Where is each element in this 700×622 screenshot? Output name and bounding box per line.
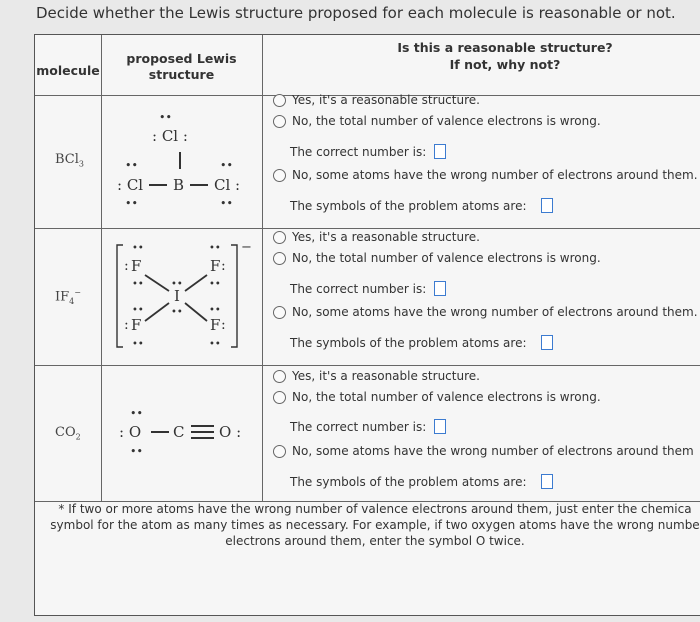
lone-pair: ••: [125, 159, 138, 172]
left-bracket: [117, 245, 123, 347]
atom-o-right: O :: [219, 423, 242, 441]
footnote-line: symbol for the atom as many times as necessary. For example, if two oxygen atoms have the wrong numbe: [50, 518, 700, 532]
bond: [185, 303, 207, 321]
row-divider: [35, 228, 700, 229]
lone-pair: ••: [130, 407, 143, 420]
radio-button[interactable]: [273, 115, 286, 128]
lewis-structure-co2: [111, 405, 261, 465]
option-wrong-atoms[interactable]: No, some atoms have the wrong number of electrons around them: [273, 444, 694, 458]
lone-pair: ••: [132, 305, 144, 316]
bond: [145, 303, 169, 321]
atom-o-left: : O: [119, 423, 142, 441]
lone-pair: :: [221, 317, 226, 333]
question-prompt: Decide whether the Lewis structure proposed for each molecule is reasonable or not.: [36, 4, 676, 22]
row-divider: [35, 365, 700, 366]
lone-pair: ••: [220, 159, 233, 172]
bond: [185, 275, 207, 291]
correct-number-input[interactable]: [434, 144, 446, 159]
atom-f: F: [210, 257, 221, 275]
option-yes-reasonable[interactable]: Yes, it's a reasonable structure.: [273, 230, 480, 244]
correct-number-row: The correct number is:: [290, 419, 446, 434]
lone-pair: ••: [130, 445, 143, 458]
lone-pair: :: [124, 317, 129, 333]
problem-atoms-row: The symbols of the problem atoms are:: [290, 198, 553, 213]
lone-pair: ••: [125, 197, 138, 210]
problem-atoms-input[interactable]: [541, 335, 553, 350]
lone-pair: ••: [159, 111, 172, 124]
correct-number-row: The correct number is:: [290, 281, 446, 296]
header-question-line1: Is this a reasonable structure?: [397, 40, 613, 55]
molecule-co2: $CO_2$: [55, 425, 81, 442]
header-question-line2: If not, why not?: [449, 57, 561, 72]
correct-number-input[interactable]: [434, 419, 446, 434]
radio-button[interactable]: [273, 445, 286, 458]
atom-cl-right: Cl :: [214, 176, 241, 194]
header-proposed-line1: proposed Lewis: [126, 51, 237, 66]
lone-pair: ••: [220, 197, 233, 210]
lone-pair: ••: [171, 279, 183, 290]
lone-pair: ••: [209, 305, 221, 316]
footnote-line: * If two or more atoms have the wrong number of valence electrons around them, just enter the chemica: [58, 502, 692, 516]
lone-pair: ••: [132, 339, 144, 350]
lone-pair: ••: [171, 307, 183, 318]
lewis-structure-if4: [111, 237, 261, 357]
atom-i: I: [174, 287, 180, 305]
bond: [145, 275, 169, 291]
option-yes-reasonable[interactable]: Yes, it's a reasonable structure.: [273, 369, 480, 383]
radio-button[interactable]: [273, 306, 286, 319]
lewis-table: [34, 34, 700, 616]
right-bracket: [231, 245, 237, 347]
correct-number-row: The correct number is:: [290, 144, 446, 159]
problem-atoms-input[interactable]: [541, 474, 553, 489]
correct-number-input[interactable]: [434, 281, 446, 296]
option-wrong-valence[interactable]: No, the total number of valence electrons is wrong.: [273, 390, 601, 404]
atom-f: F: [210, 316, 221, 334]
lone-pair: ••: [132, 243, 144, 254]
molecule-if4-minus: $IF_4^-$: [55, 288, 81, 306]
lone-pair: ••: [132, 279, 144, 290]
atom-b: B: [173, 176, 185, 194]
atom-cl-left: : Cl: [117, 176, 144, 194]
option-wrong-atoms[interactable]: No, some atoms have the wrong number of electrons around them.: [273, 305, 698, 319]
lone-pair: ••: [209, 339, 221, 350]
radio-button[interactable]: [273, 169, 286, 182]
charge-sign: −: [241, 240, 252, 255]
footnote-line: electrons around them, enter the symbol O twice.: [225, 534, 525, 548]
radio-button[interactable]: [273, 94, 286, 107]
option-wrong-valence[interactable]: No, the total number of valence electrons is wrong.: [273, 114, 601, 128]
radio-button[interactable]: [273, 231, 286, 244]
header-molecule: molecule: [36, 63, 100, 78]
problem-atoms-row: The symbols of the problem atoms are:: [290, 474, 553, 489]
atom-f: F: [131, 316, 142, 334]
atom-cl-top: : Cl :: [152, 127, 188, 145]
lone-pair: :: [221, 258, 226, 274]
lewis-structure-bcl3: [111, 107, 261, 217]
radio-button[interactable]: [273, 391, 286, 404]
molecule-bcl3: BCl$_3$: [55, 152, 84, 169]
radio-button[interactable]: [273, 252, 286, 265]
lone-pair: :: [124, 258, 129, 274]
lone-pair: ••: [209, 279, 221, 290]
atom-f: F: [131, 257, 142, 275]
option-wrong-atoms[interactable]: No, some atoms have the wrong number of electrons around them.: [273, 168, 698, 182]
header-proposed-line2: structure: [148, 67, 215, 82]
problem-atoms-row: The symbols of the problem atoms are:: [290, 335, 553, 350]
column-divider: [262, 35, 263, 501]
radio-button[interactable]: [273, 370, 286, 383]
footnote: [35, 501, 700, 549]
option-yes-reasonable[interactable]: Yes, it's a reasonable structure.: [273, 93, 480, 107]
lone-pair: ••: [209, 243, 221, 254]
option-wrong-valence[interactable]: No, the total number of valence electrons is wrong.: [273, 251, 601, 265]
problem-atoms-input[interactable]: [541, 198, 553, 213]
atom-c: C: [173, 423, 185, 441]
column-divider: [101, 35, 102, 501]
